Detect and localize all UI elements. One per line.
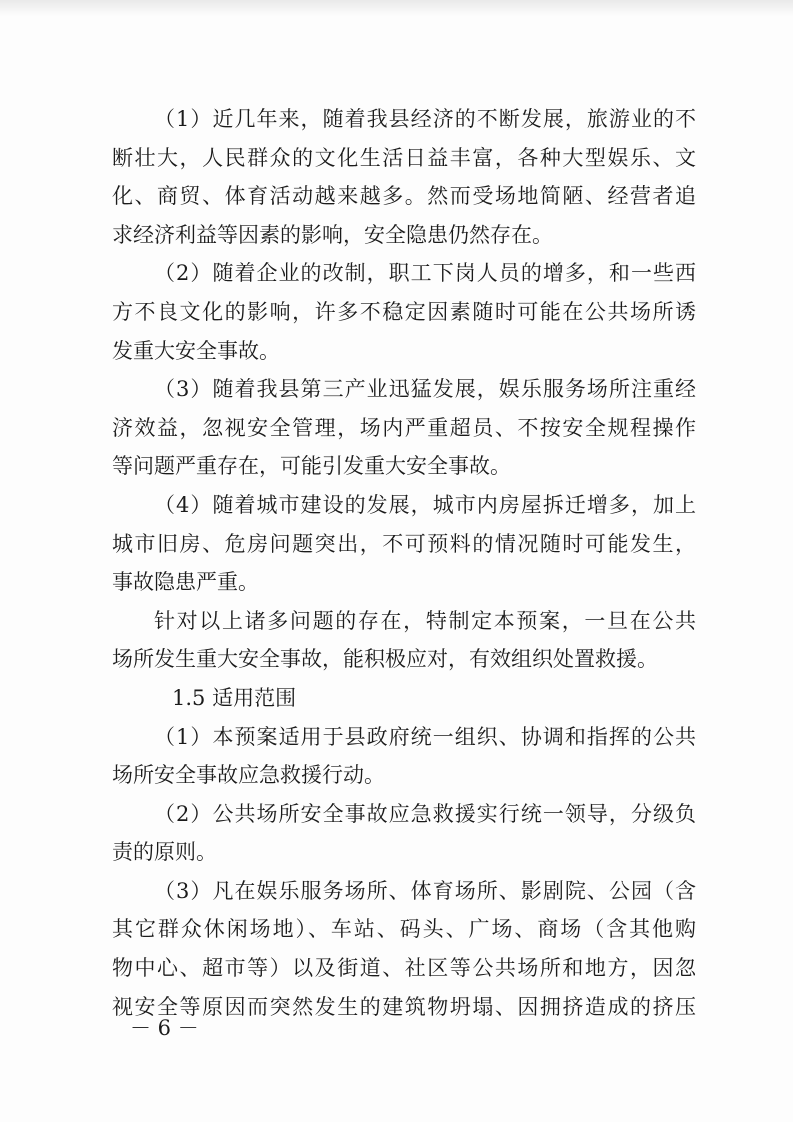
text-line: （2）随着企业的改制，职工下岗人员的增多，和一些西 [154, 261, 696, 286]
heading-text: 1.5 适用范围 [172, 685, 297, 710]
section-heading [112, 679, 696, 718]
text-line: 其它群众休闲场地）、车站、码头、广场、商场（含其他购 [112, 917, 696, 942]
paragraph-8 [112, 872, 696, 1026]
paragraph-6 [112, 718, 696, 795]
paragraph-3 [112, 370, 696, 486]
paragraph-4 [112, 486, 696, 602]
text-line: 等问题严重存在，可能引发重大安全事故。 [112, 454, 511, 479]
text-line: 物中心、超市等）以及街道、社区等公共场所和地方，因忽 [112, 956, 696, 981]
text-line: 发重大安全事故。 [112, 338, 280, 363]
text-line: 城市旧房、危房问题突出，不可预料的情况随时可能发生， [112, 531, 696, 556]
text-line: 济效益，忽视安全管理，场内严重超员、不按安全规程操作 [112, 415, 696, 440]
text-line: （3）随着我县第三产业迅猛发展，娱乐服务场所注重经 [154, 377, 696, 402]
scan-top-edge [0, 0, 793, 16]
text-line: 求经济利益等因素的影响，安全隐患仍然存在。 [112, 222, 553, 247]
text-line: 视安全等原因而突然发生的建筑物坍塌、因拥挤造成的挤压 [112, 994, 696, 1019]
paragraph-5 [112, 602, 696, 679]
text-line: （4）随着城市建设的发展，城市内房屋拆迁增多，加上 [154, 492, 696, 517]
text-line: 断壮大，人民群众的文化生活日益丰富，各种大型娱乐、文 [112, 145, 696, 170]
text-line: 场所发生重大安全事故，能积极应对，有效组织处置救援。 [112, 647, 658, 672]
text-line: 化、商贸、体育活动越来越多。然而受场地简陋、经营者追 [112, 184, 696, 209]
document-body [112, 100, 696, 1026]
paragraph-2 [112, 254, 696, 370]
text-line: （1）近几年来，随着我县经济的不断发展，旅游业的不 [154, 107, 696, 131]
paragraph-7 [112, 795, 696, 872]
text-line: 责的原则。 [112, 840, 217, 865]
text-line: （1）本预案适用于县政府统一组织、协调和指挥的公共 [154, 724, 696, 749]
text-line: 场所安全事故应急救援行动。 [112, 763, 385, 788]
text-line: （3）凡在娱乐服务场所、体育场所、影剧院、公园（含 [154, 878, 696, 903]
page-number: － 6 － [130, 1016, 199, 1040]
text-line: （2）公共场所安全事故应急救援实行统一领导，分级负 [154, 801, 696, 826]
text-line: 事故隐患严重。 [112, 570, 259, 595]
text-line: 方不良文化的影响，许多不稳定因素随时可能在公共场所诱 [112, 299, 696, 324]
paragraph-1 [112, 100, 696, 254]
text-line: 针对以上诸多问题的存在，特制定本预案，一旦在公共 [154, 608, 696, 633]
